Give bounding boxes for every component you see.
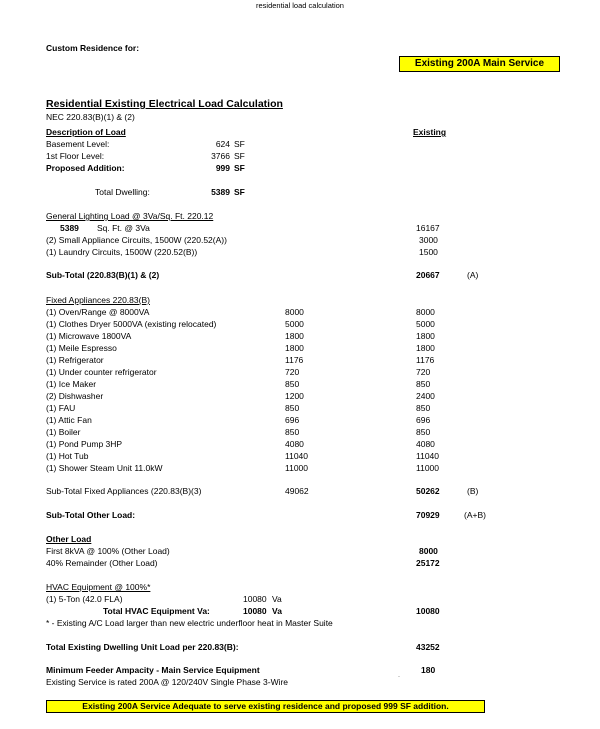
other-load-heading: Other Load [46,534,92,544]
nec-ref: NEC 220.83(B)(1) & (2) [46,112,135,122]
appliance-label: (1) Meile Espresso [46,343,117,353]
appliance-existing: 696 [416,415,431,425]
subtotal-other-tag: (A+B) [464,510,486,520]
hvac-total-label: Total HVAC Equipment Va: [103,606,210,616]
subtotal-b-label: Sub-Total Fixed Appliances (220.83(B)(3) [46,486,202,496]
appliance-rating: 850 [285,403,300,413]
appliance-label: (1) Attic Fan [46,415,92,425]
area-label: 1st Floor Level: [46,151,105,161]
appliance-rating: 1176 [285,355,304,365]
subtotal-b-value: 50262 [416,486,440,496]
appliance-existing: 5000 [416,319,435,329]
custom-residence-label: Custom Residence for: [46,43,140,53]
hvac-total-existing: 10080 [416,606,440,616]
fixed-appliances-heading: Fixed Appliances 220.83(B) [46,295,150,305]
small-appliance-label: (2) Small Appliance Circuits, 1500W (220.52(A)) [46,235,227,245]
small-appliance-existing: 3000 [419,235,438,245]
appliance-existing: 8000 [416,307,435,317]
appliance-existing: 850 [416,427,431,437]
subtotal-a-tag: (A) [467,270,479,280]
appliance-existing: 11040 [416,451,440,461]
appliance-label: (1) FAU [46,403,76,413]
hvac-note: * - Existing A/C Load larger than new electric underfloor heat in Master Suite [46,618,333,628]
subtotal-other-value: 70929 [416,510,440,520]
subtotal-a-value: 20667 [416,270,440,280]
page-title: Residential Existing Electrical Load Calculation [46,98,283,110]
hvac-unit-value: 10080 [243,594,267,604]
appliance-label: (1) Clothes Dryer 5000VA (existing relocated) [46,319,217,329]
appliance-rating: 11040 [285,451,309,461]
area-label: Basement Level: [46,139,110,149]
appliance-rating: 4080 [285,439,304,449]
appliance-label: (1) Boiler [46,427,81,437]
appliance-label: (1) Refrigerator [46,355,104,365]
appliance-existing: 850 [416,379,431,389]
appliance-label: (1) Ice Maker [46,379,97,389]
appliance-rating: 8000 [285,307,304,317]
appliance-existing: 11000 [416,463,440,473]
appliance-label: (1) Shower Steam Unit 11.0kW [46,463,163,473]
appliance-label: (1) Oven/Range @ 8000VA [46,307,150,317]
laundry-label: (1) Laundry Circuits, 1500W (220.52(B)) [46,247,198,257]
hvac-total-value: 10080 [243,606,267,616]
subtotal-b-tag: (B) [467,486,479,496]
area-unit: SF [234,163,245,173]
subtotal-a-label: Sub-Total (220.83(B)(1) & (2) [46,270,160,280]
appliance-rating: 1200 [285,391,304,401]
total-existing-value: 43252 [416,642,440,652]
first-8kva-value: 8000 [419,546,438,556]
existing-heading: Existing [413,127,447,137]
appliance-existing: 1176 [416,355,435,365]
sqft-value: 5389 [60,223,79,233]
general-lighting-heading: General Lighting Load @ 3Va/Sq. Ft. 220.12 [46,211,214,221]
appliance-existing: 1800 [416,331,435,341]
min-feeder-label: Minimum Feeder Ampacity - Main Service Equipment [46,665,260,675]
appliance-rating: 720 [285,367,300,377]
conclusion-box: Existing 200A Service Adequate to serve existing residence and proposed 999 SF addition. [46,700,485,713]
appliance-label: (1) Hot Tub [46,451,89,461]
appliance-existing: 4080 [416,439,435,449]
appliance-rating: 1800 [285,343,304,353]
hvac-heading: HVAC Equipment @ 100%* [46,582,151,592]
subtotal-other-label: Sub-Total Other Load: [46,510,136,520]
area-value: 999 [215,163,230,173]
total-dwelling-label: Total Dwelling: [95,187,150,197]
appliance-label: (2) Dishwasher [46,391,104,401]
service-box: Existing 200A Main Service [399,56,560,72]
appliance-existing: 1800 [416,343,435,353]
appliance-rating: 696 [285,415,300,425]
appliance-rating: 1800 [285,331,304,341]
area-value: 3766 [211,151,230,161]
description-heading: Description of Load [46,127,126,137]
appliance-rating: 850 [285,379,300,389]
area-unit: SF [234,139,245,149]
sqft-label: Sq. Ft. @ 3Va [97,223,150,233]
remainder-label: 40% Remainder (Other Load) [46,558,158,568]
hvac-unit-unit: Va [272,594,282,604]
first-8kva-label: First 8kVA @ 100% (Other Load) [46,546,170,556]
stray-mark: · [398,674,400,680]
appliance-label: (1) Microwave 1800VA [46,331,132,341]
appliance-label: (1) Pond Pump 3HP [46,439,123,449]
hvac-total-unit: Va [272,606,282,616]
appliance-rating: 5000 [285,319,304,329]
appliance-existing: 2400 [416,391,435,401]
appliance-label: (1) Under counter refrigerator [46,367,157,377]
total-dwelling-value: 5389 [211,187,230,197]
hvac-unit-label: (1) 5-Ton (42.0 FLA) [46,594,123,604]
appliance-existing: 850 [416,403,431,413]
appliance-existing: 720 [416,367,431,377]
appliance-rating: 11000 [285,463,309,473]
remainder-value: 25172 [416,558,440,568]
area-unit: SF [234,151,245,161]
subtotal-b-rating: 49062 [285,486,309,496]
total-existing-label: Total Existing Dwelling Unit Load per 220.83(B): [46,642,239,652]
service-rating: Existing Service is rated 200A @ 120/240V Single Phase 3-Wire [46,677,289,687]
sqft-existing: 16167 [416,223,440,233]
min-feeder-value: 180 [421,665,436,675]
area-label: Proposed Addition: [46,163,125,173]
page-header: residential load calculation [256,1,344,10]
appliance-rating: 850 [285,427,300,437]
area-value: 624 [215,139,230,149]
total-dwelling-unit: SF [234,187,245,197]
laundry-existing: 1500 [419,247,438,257]
